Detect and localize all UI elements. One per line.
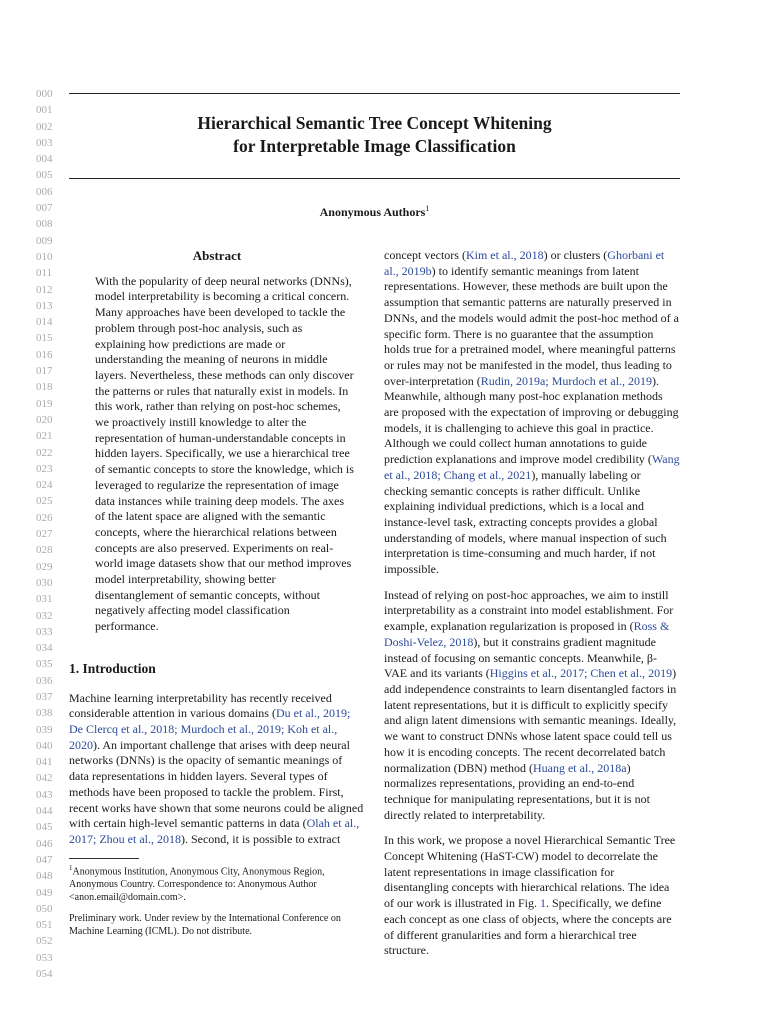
line-number: 053 [36, 951, 53, 964]
line-number: 025 [36, 495, 53, 508]
line-number: 013 [36, 299, 53, 312]
line-number: 032 [36, 609, 53, 622]
line-number: 017 [36, 365, 53, 378]
line-number: 043 [36, 788, 53, 801]
line-number: 050 [36, 902, 53, 915]
text-span: In this work, we propose a novel Hierarchical Semantic Tree Concept Whitening (HaST-CW) model to decorrelate the latent representations in image classification for disentangling concepts with hierarchical relations. The idea of our work is illustrated in Fig. [384, 833, 676, 911]
line-number: 047 [36, 853, 53, 866]
line-numbers [36, 86, 60, 982]
line-number: 020 [36, 413, 53, 426]
line-number: 038 [36, 707, 53, 720]
text-span: ), but it constrains gradient magnitude instead of focusing on semantic concepts. Meanwhile, β-VAE and its variants ( [384, 634, 658, 681]
line-number: 051 [36, 919, 53, 932]
right-paragraph-3 [384, 833, 680, 959]
text-span: . Specifically, we define each concept as one class of objects, where the concepts are of different granularities and form a hierarchical tree structure. [384, 896, 672, 958]
citation-link[interactable]: Wang et al., 2018; Chang et al., 2021 [384, 452, 680, 482]
line-number: 010 [36, 250, 53, 263]
text-span: ) or clusters ( [543, 248, 608, 262]
paper-title [69, 112, 680, 158]
citation-link[interactable]: Higgins et al., 2017; Chen et al., 2019 [489, 666, 673, 681]
text-span: ) normalizes representations, providing an end-to-end technique for manipulating representations, but it is not directly related to interpretability. [384, 760, 650, 822]
footnote-preliminary: Preliminary work. Under review by the International Conference on Machine Learning (ICML). Do not distribute. [69, 912, 341, 937]
line-number: 011 [36, 267, 53, 280]
line-number: 008 [36, 218, 53, 231]
line-number: 054 [36, 968, 53, 981]
section-heading-introduction: 1. Introduction [69, 660, 156, 676]
footnote-text: Anonymous Institution, Anonymous City, Anonymous Region, Anonymous Country. Correspondence to: Anonymous Author <anon.email@domain.com>. [69, 865, 325, 903]
line-number: 028 [36, 544, 53, 557]
text-span: Instead of relying on post-hoc approaches, we aim to instill interpretability as a constraint into model establishment. For example, explanation regularization is proposed in ( [384, 587, 674, 634]
citation-link[interactable]: Kim et al., 2018 [465, 248, 544, 262]
line-number: 004 [36, 153, 53, 166]
footnote-mark: 1 [69, 863, 73, 872]
title-line-2: for Interpretable Image Classification [233, 136, 516, 156]
citation-link[interactable]: Ghorbani et al., 2019b [384, 248, 665, 278]
line-number: 049 [36, 886, 53, 899]
line-number: 040 [36, 739, 53, 752]
citation-link[interactable]: Ross & Doshi-Velez, 2018 [384, 619, 670, 649]
text-span: ). Second, it is possible to extract [180, 831, 341, 846]
abstract-text: With the popularity of deep neural networks (DNNs), model interpretability is becoming a critical concern. Many approaches have been developed to tackle the problem through post-hoc analysis, such as explaining how predictions are made or understanding the meaning of neurons in middle layers. Nevertheless, these methods can only discover the patterns or rules that naturally exist in models. In this work, rather than relying on post-hoc schemes, we proactively instill knowledge to alter the representation of human-understandable concepts in hidden layers. Specifically, we use a hierarchical tree of semantic concepts to store the knowledge, which is leveraged to regularize the representation of image data instances while training deep models. The axes of the latent space are aligned with the semantic concepts, where the hierarchical relations between concepts are also preserved. Experiments on real-world image datasets show that our method improves model interpretability, showing better disentanglement of semantic concepts, without negatively affecting model classification performance. [95, 273, 354, 634]
line-number: 037 [36, 690, 53, 703]
text-span: concept vectors ( [384, 248, 466, 262]
line-number: 001 [36, 104, 53, 117]
line-number: 034 [36, 642, 53, 655]
line-number: 012 [36, 283, 53, 296]
line-number: 044 [36, 805, 53, 818]
abstract-heading: Abstract [192, 248, 242, 263]
text-span: ), manually labeling or checking semantic concepts is rather difficult. Unlike explaining individual predictions, which is a local and instance-level task, extracting concepts provides a global understanding of models, where manual inspection of such interpretation is time-consuming and much harder, if not impossible. [384, 467, 667, 577]
intro-paragraph-1 [69, 691, 365, 848]
line-number: 030 [36, 576, 53, 589]
line-number: 031 [36, 593, 53, 606]
title-bottom-rule [69, 178, 680, 179]
title-line-1: Hierarchical Semantic Tree Concept Whitening [197, 113, 552, 133]
line-number: 048 [36, 870, 53, 883]
right-paragraph-2 [384, 588, 680, 824]
top-rule [69, 93, 680, 94]
line-number: 033 [36, 625, 53, 638]
line-number: 005 [36, 169, 53, 182]
line-number: 006 [36, 185, 53, 198]
line-number: 021 [36, 430, 53, 443]
line-number: 009 [36, 234, 53, 247]
left-column [69, 248, 365, 946]
line-number: 023 [36, 462, 53, 475]
footnote-rule [69, 858, 139, 859]
line-number: 036 [36, 674, 53, 687]
line-number: 039 [36, 723, 53, 736]
line-number: 029 [36, 560, 53, 573]
line-number: 002 [36, 120, 53, 133]
line-number: 022 [36, 446, 53, 459]
line-number: 018 [36, 381, 53, 394]
line-number: 042 [36, 772, 53, 785]
line-number: 027 [36, 528, 53, 541]
text-span: Machine learning interpretability has recently received considerable attention in various domains ( [69, 690, 332, 721]
line-number: 019 [36, 397, 53, 410]
line-number: 016 [36, 348, 53, 361]
line-number: 000 [36, 88, 53, 100]
figure-reference-link[interactable]: 1 [540, 896, 546, 911]
line-number: 024 [36, 479, 53, 492]
text-span: ) to identify semantic meanings from latent representations. However, these methods are built upon the assumption that semantic patterns are naturally preserved in DNNs, and the models would admit the post-hoc method of a specific form. There is no guarantee that the assumption holds true for a pretrained model, where meaningful patterns or rules may not be manifested in the model, thus leading to over-interpretation ( [384, 263, 679, 388]
citation-link[interactable]: Rudin, 2019a; Murdoch et al., 2019 [480, 373, 653, 388]
line-number: 041 [36, 756, 53, 769]
text-span: ) add independence constraints to learn disentangled factors in latent representations, but it is difficult to explicitly specify and align latent dimensions with semantic meanings. Ideally, we want to construct DNNs whose latent space could tell us how it is encoding concepts. The recent decorrelated batch normalization (DBN) method ( [384, 666, 677, 775]
citation-link[interactable]: Du et al., 2019; De Clercq et al., 2018; Murdoch et al., 2019; Koh et al., 2020 [69, 706, 351, 752]
line-number: 014 [36, 316, 53, 329]
right-paragraph-1 [384, 248, 680, 578]
footnote-affiliation [69, 862, 365, 904]
line-number: 045 [36, 821, 53, 834]
text-span: ). Meanwhile, although many post-hoc explanation methods are proposed with the expectation of improving or debugging models, it is challenging to achieve this goal in practice. Although we could collect human annotations to guide prediction explanations and improve model credibility ( [384, 373, 679, 467]
citation-link[interactable]: Huang et al., 2018a [532, 760, 627, 775]
line-number: 003 [36, 136, 53, 149]
line-number: 052 [36, 935, 53, 948]
line-number: 015 [36, 332, 53, 345]
line-number: 035 [36, 658, 53, 671]
citation-link[interactable]: Olah et al., 2017; Zhou et al., 2018 [69, 816, 360, 846]
text-span: ). An important challenge that arises with deep neural networks (DNNs) is the opacity of semantic meanings of data representations in hidden layers. Several types of methods have been proposed to tackle the problem. First, recent works have shown that some neurons could be aligned with certain high-level semantic patterns in data ( [69, 737, 364, 831]
right-column [384, 248, 680, 969]
line-number: 026 [36, 511, 53, 524]
authors [69, 204, 680, 220]
line-number: 007 [36, 202, 53, 215]
author-affil-mark: 1 [425, 204, 430, 213]
author-names: Anonymous Authors [319, 205, 426, 219]
line-number: 046 [36, 837, 53, 850]
